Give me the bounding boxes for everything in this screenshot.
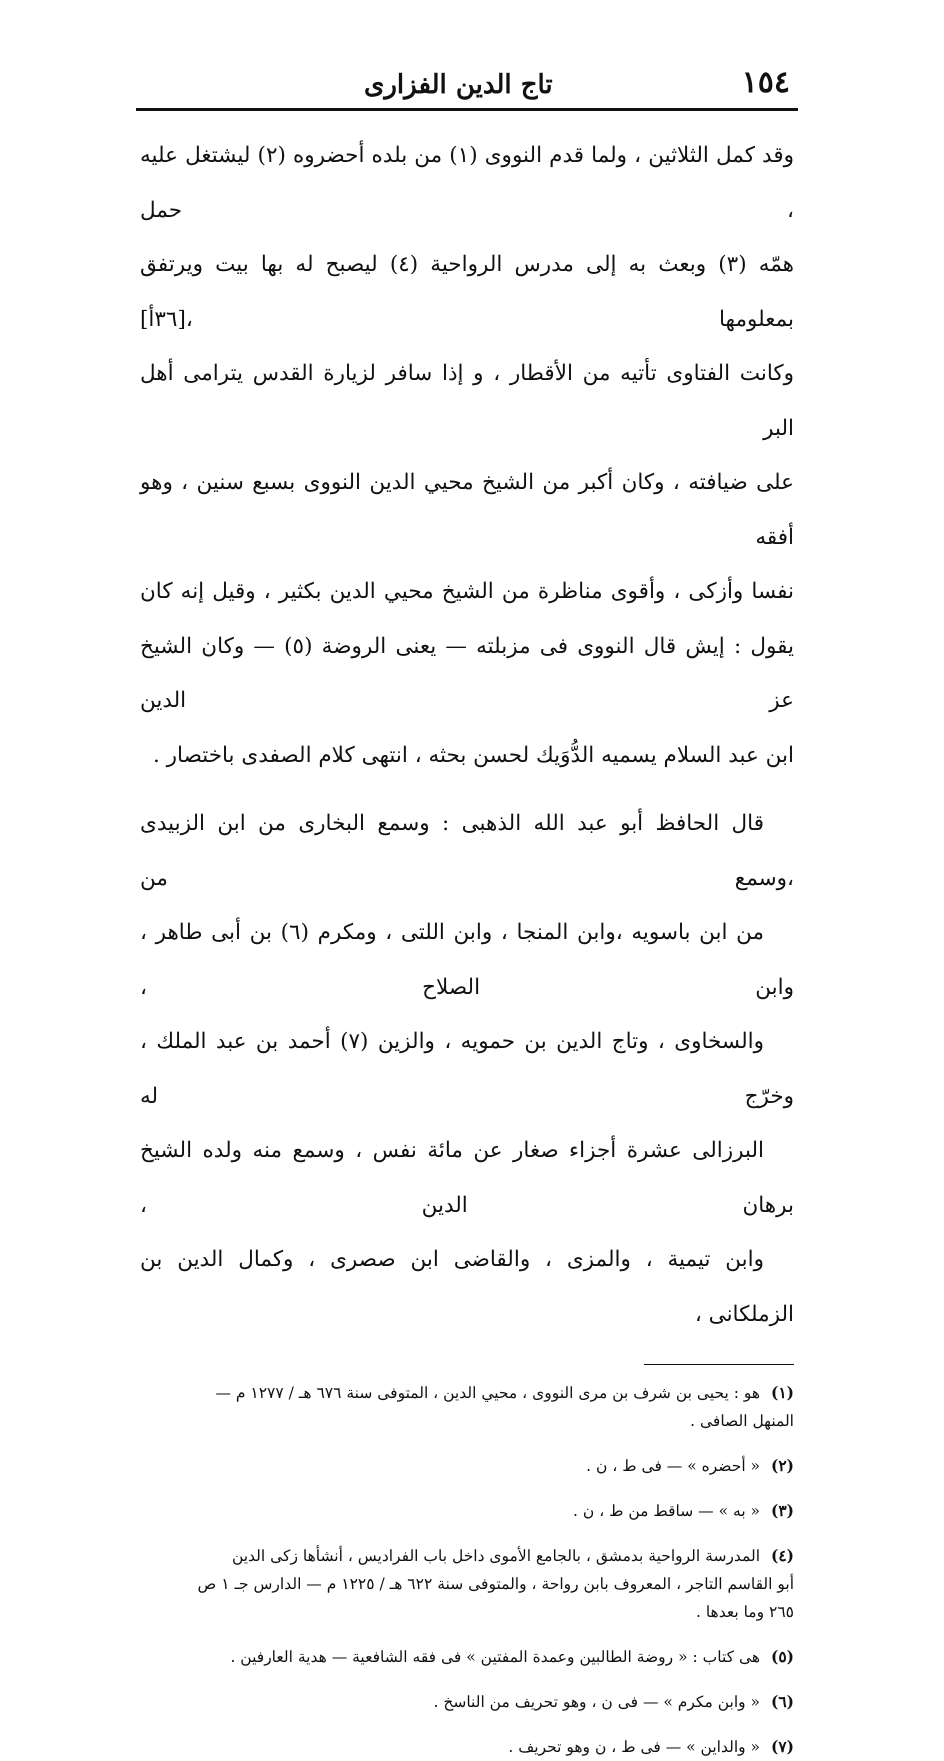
footnotes (140, 1379, 794, 1761)
footnote-text: أبو القاسم التاجر ، المعروف بابن رواحة ، والمتوفى سنة ٦٢٢ هـ / ١٢٢٥ م — الدارس جـ ١ ص (197, 1575, 794, 1593)
footnote (140, 1643, 794, 1671)
text-line: وابن تيمية ، والمزى ، والقاضى ابن صصرى ، وكمال الدين بن الزملكانى ، (140, 1247, 794, 1327)
footnote-rule (644, 1364, 794, 1365)
text-line: والسخاوى ، وتاج الدين بن حمويه ، والزين (٧) أحمد بن عبد الملك ، وخرّج له (140, 1029, 794, 1109)
footnote (140, 1733, 794, 1761)
footnote-text: « به » — ساقط من ط ، ن . (573, 1502, 761, 1520)
running-title: تاج الدين الفزارى (364, 70, 553, 100)
page-number: ١٥٤ (741, 65, 790, 100)
paragraph (140, 129, 794, 783)
footnote-text: ٢٦٥ وما بعدها . (695, 1603, 794, 1621)
footnote-text: « والداين » — فى ط ، ن وهو تحريف . (508, 1738, 761, 1756)
footnote (140, 1688, 794, 1716)
text-line: على ضيافته ، وكان أكبر من الشيخ محيي الدين النووى بسبع سنين ، وهو أفقه (140, 470, 794, 550)
footnote-number: (٣) (770, 1501, 794, 1520)
footnote (140, 1497, 794, 1525)
footnote-number: (٢) (770, 1456, 794, 1475)
text-line: قال الحافظ أبو عبد الله الذهبى : وسمع البخارى من ابن الزبيدى ،وسمع من (140, 811, 794, 891)
text-line: وقد كمل الثلاثين ، ولما قدم النووى (١) من بلده أحضروه (٢) ليشتغل عليه ، حمل (140, 143, 795, 223)
text-line: يقول : إيش قال النووى فى مزبلته — يعنى الروضة (٥) — وكان الشيخ عز الدين (140, 633, 795, 713)
footnote-number: (٧) (770, 1737, 794, 1756)
text-line: من ابن باسويه ،وابن المنجا ، وابن اللتى ، ومكرم (٦) بن أبى طاهر ، وابن الصلاح ، (140, 920, 794, 1000)
text-line: وكانت الفتاوى تأتيه من الأقطار ، و إذا سافر لزيارة القدس يترامى أهل البر (140, 361, 794, 441)
footnote-number: (٤) (770, 1546, 794, 1565)
text-line: البرزالى عشرة أجزاء صغار عن مائة نفس ، وسمع منه ولده الشيخ برهان الدين ، (140, 1138, 794, 1218)
text-line: ابن عبد السلام يسميه الدُّوَيك لحسن بحثه ، انتهى كلام الصفدى باختصار . (152, 742, 794, 768)
footnote (140, 1542, 794, 1626)
header-rule (136, 108, 798, 111)
footnote-number: (٦) (770, 1692, 794, 1711)
footnote-text: هى كتاب : « روضة الطالبين وعمدة المفتين » فى فقه الشافعية — هدية العارفين . (230, 1648, 761, 1666)
main-text (140, 129, 794, 1342)
footnote-number: (١) (770, 1383, 794, 1402)
footnote (140, 1379, 794, 1435)
page-header (140, 52, 794, 100)
footnote-text: المنهل الصافى . (690, 1412, 794, 1430)
footnote (140, 1452, 794, 1480)
footnote-text: المدرسة الرواحية بدمشق ، بالجامع الأموى داخل باب الفراديس ، أنشأها زكى الدين (231, 1547, 761, 1565)
footnote-number: (٥) (770, 1647, 794, 1666)
footnote-text: « أحضره » — فى ط ، ن . (586, 1457, 761, 1475)
footnote-text: « وابن مكرم » — فى ن ، وهو تحريف من الناسخ . (433, 1693, 761, 1711)
text-line: نفسا وأزكى ، وأقوى مناظرة من الشيخ محيي الدين بكثير ، وقيل إنه كان (140, 579, 794, 604)
paragraph (140, 797, 794, 1342)
footnote-text: هو : يحيى بن شرف بن مرى النووى ، محيي الدين ، المتوفى سنة ٦٧٦ هـ / ١٢٧٧ م — (215, 1384, 761, 1402)
text-line: همّه (٣) وبعث به إلى مدرس الرواحية (٤) ليصبح له بها بيت ويرتفق بمعلومها ،[٣٦أ] (140, 252, 794, 332)
